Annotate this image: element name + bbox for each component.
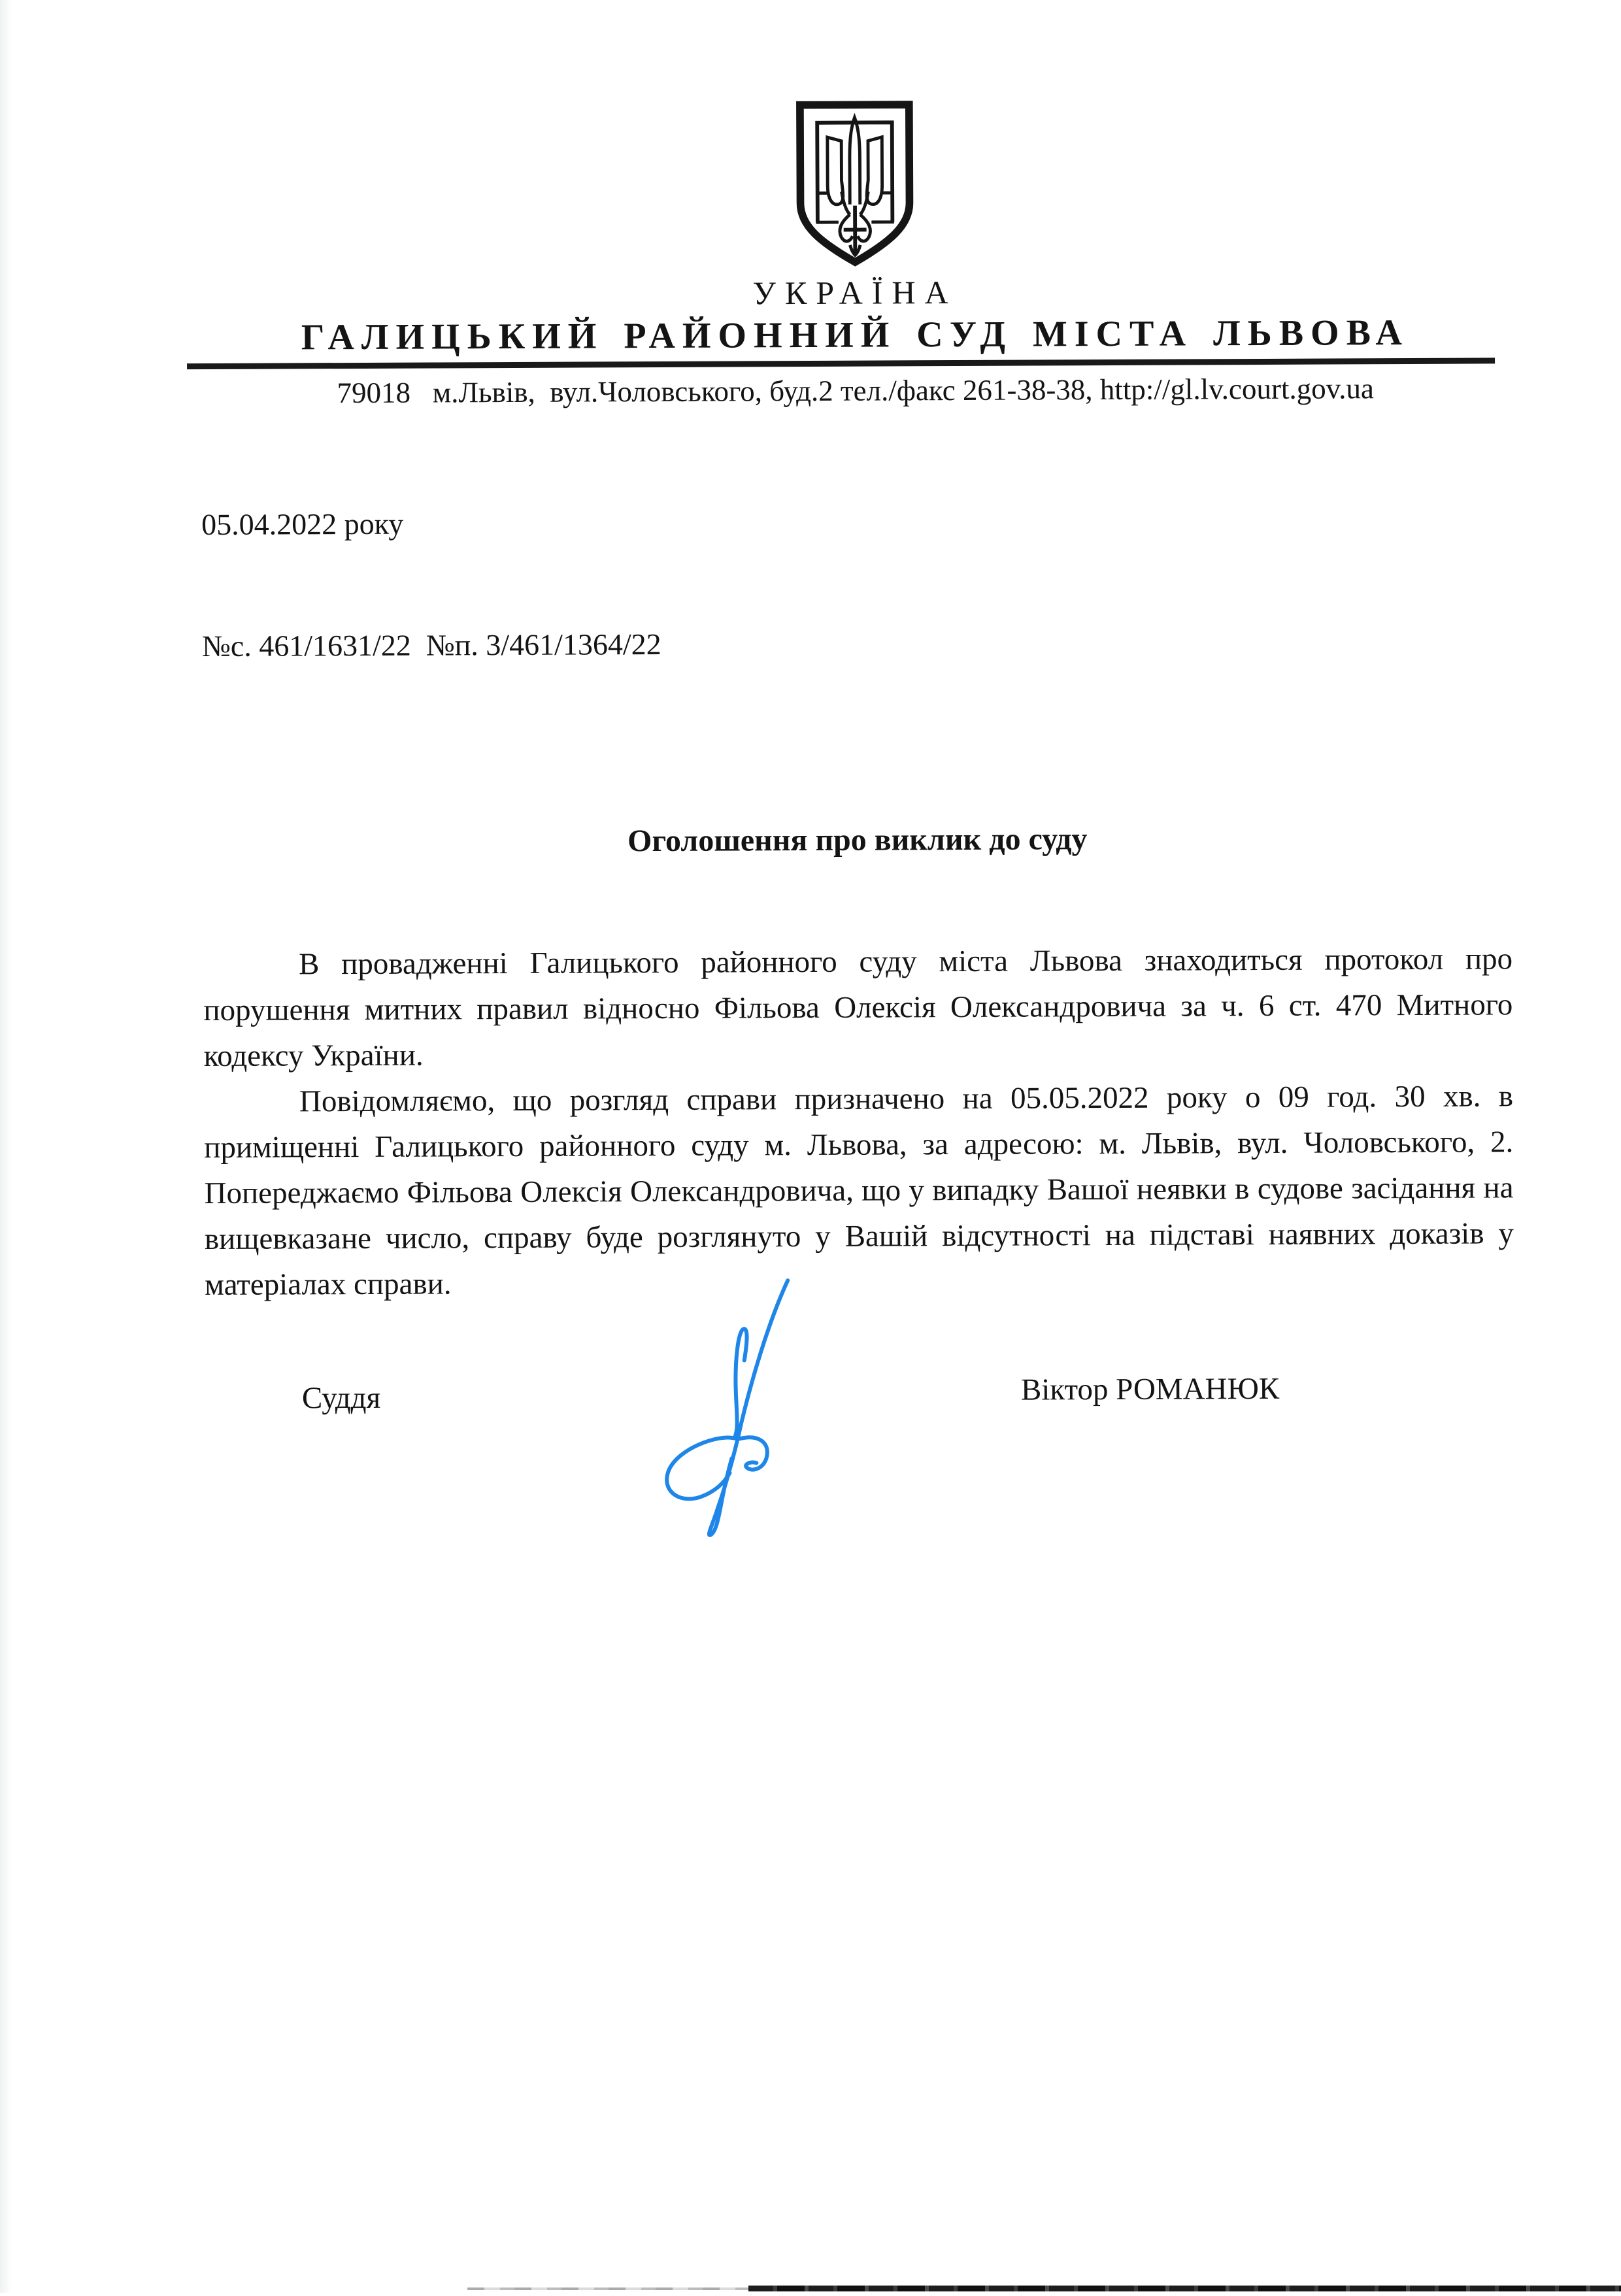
letterhead [199, 0, 1511, 410]
judge-signature-icon [653, 1275, 803, 1539]
court-name: ГАЛИЦЬКИЙ РАЙОННИЙ СУД МІСТА ЛЬВОВА [301, 312, 1410, 358]
coat-of-arms-ukraine-icon [790, 97, 919, 269]
court-address-line: 79018 м.Львів, вул.Чоловського, буд.2 тел./факс 261-38-38, http://gl.lv.court.gov.ua [337, 372, 1375, 410]
scan-artifact-dark-bar [748, 2286, 1621, 2291]
document-title: Оголошення про виклик до суду [627, 822, 1088, 859]
body-paragraph-2: Повідомляємо, що розгляд справи призначено на 05.05.2022 року о 09 год. 30 хв. в приміщенні Галицького районного суду м. Львова, за адресою: м. Львів, вул. Чоловського, 2. Попереджаємо Фільова Олексія Олександровича, що у випадку Вашої неявки в судове засідання на вищевказане число, справу буде розглянуто у Вашій відсутності на підставі наявних доказів у матеріалах справи. [204, 1079, 1514, 1303]
judge-role-label: Суддя [301, 1380, 381, 1416]
scan-artifact-light-bar [467, 2288, 748, 2290]
signature-block [205, 1272, 1515, 1559]
document-meta [201, 418, 1511, 748]
document-body [203, 936, 1514, 1308]
judge-name: Віктор РОМАНЮК [1020, 1371, 1280, 1407]
body-paragraph-1: В провадженні Галицького районного суду міста Львова знаходиться протокол про порушення митних правил відносно Фільова Олексія Олександровича за ч. 6 ст. 470 Митного кодексу України. [203, 942, 1513, 1074]
header-divider [187, 358, 1495, 369]
country-name: УКРАЇНА [752, 274, 958, 312]
case-numbers: №с. 461/1631/22 №п. 3/461/1364/22 [201, 627, 661, 663]
document-date: 05.04.2022 року [201, 507, 404, 542]
